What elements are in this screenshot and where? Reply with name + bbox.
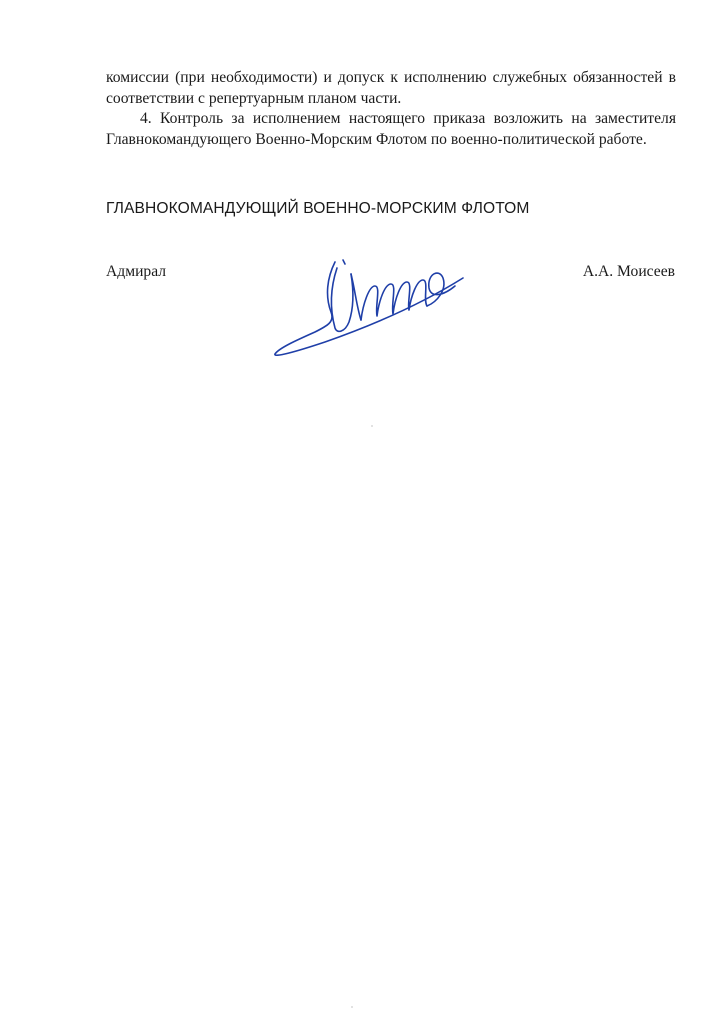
scan-speck bbox=[351, 1006, 353, 1008]
handwritten-signature bbox=[265, 256, 475, 361]
signatory-rank: Адмирал bbox=[106, 263, 167, 280]
signatory-name: А.А. Моисеев bbox=[582, 263, 675, 280]
paragraph-continuation: комиссии (при необходимости) и допуск к исполнению служебных обязанностей в соответствии с репертуарным планом части. bbox=[106, 69, 676, 107]
document-body bbox=[106, 68, 676, 150]
signatory-title: ГЛАВНОКОМАНДУЮЩИЙ ВОЕННО-МОРСКИМ ФЛОТОМ bbox=[106, 200, 530, 217]
scan-speck bbox=[371, 425, 373, 427]
paragraph-item-4: 4. Контроль за исполнением настоящего приказа возложить на заместителя Главнокомандующего Военно-Морским Флотом по военно-политической работе. bbox=[106, 110, 676, 148]
